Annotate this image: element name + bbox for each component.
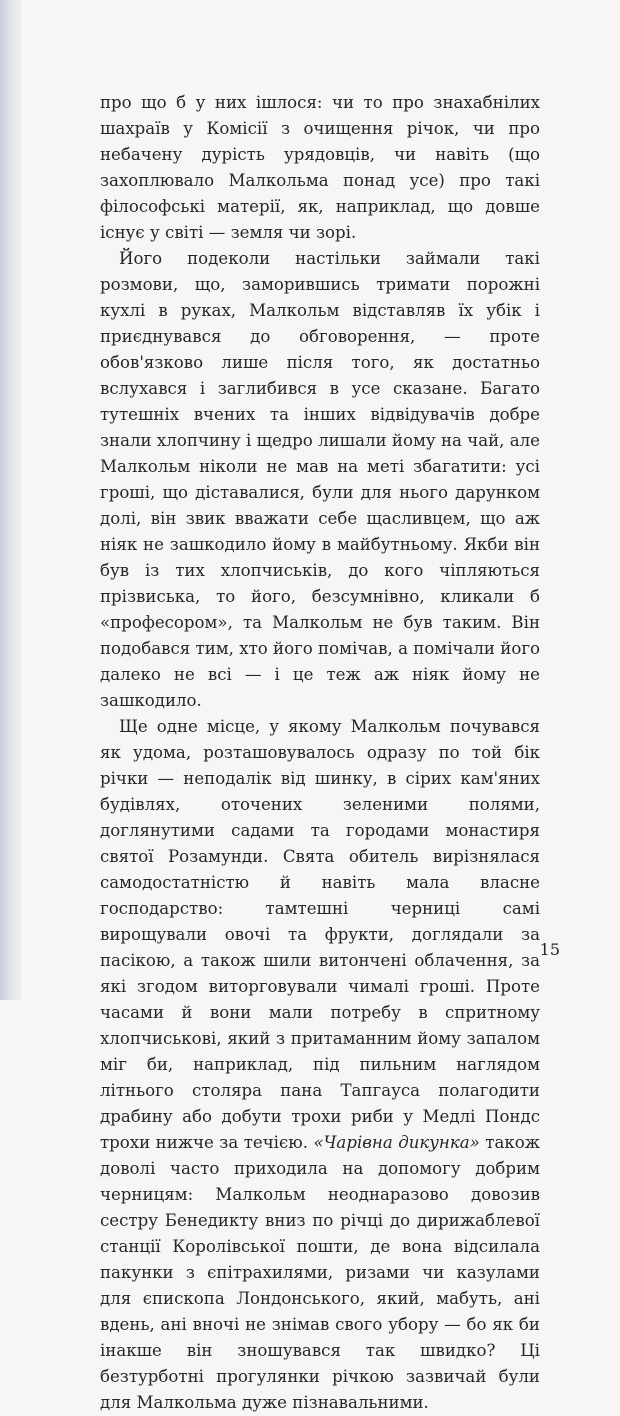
- paragraph-1: про що б у них ішлося: чи то про знахабнілих шахраїв у Комісії з очищення річок, чи про небачену дурість урядовців, чи навіть (що захоплювало Малкольма понад усе) про такі філософські матерії, як, наприклад, що довше існує у світі — земля чи зорі.: [100, 93, 540, 242]
- book-title: «Чарівна дикунка»: [313, 1133, 480, 1152]
- paragraph-3-part-1: Ще одне місце, у якому Малкольм почувався як удома, розташовувалось одразу по той бік річки — неподалік від шинку, в сірих кам'яних будівлях, оточених зеленими полями, доглянутими садами та городами монастиря святої Розамунди. Свята обитель вирізнялася самодостатністю й навіть мала власне господарство: тамтешні черниці самі вирощували овочі та фрукти, доглядали за пасікою, а також шили витончені облачення, за які згодом виторговували чималі гроші. Проте часами й вони мали потребу в спритному хлопчиськові, який з притаманним йому запалом міг би, наприклад, під пильним наглядом літнього столяра пана Тапгауса полагодити драбину або добути трохи риби у Медлі Пондс трохи нижче за течією.: [100, 717, 540, 1152]
- page-body: [100, 90, 540, 1416]
- spine-shadow: [0, 0, 22, 1000]
- paragraph-3-part-2: також доволі часто приходила на допомогу добрим черницям: Малкольм неоднаразово довозив сестру Бенедикту вниз по річці до дирижаблевої станції Королівської пошти, де вона відсилала пакунки з єпітрахилями, ризами чи казулами для єпископа Лондонського, який, мабуть, ані вдень, ані вночі не знімав свого убору — бо як би інакше він зношувався так швидко? Ці безтурботні прогулянки річкою зазвичай були для Малкольма дуже пізнавальними.: [100, 1133, 540, 1412]
- paragraph-2: Його подеколи настільки займали такі розмови, що, заморившись тримати порожні кухлі в руках, Малкольм відставляв їх убік і приєднувався до обговорення, — проте обов'язково лише після того, як достатньо вслухався і заглибився в усе сказане. Багато тутешніх вчених та інших відвідувачів добре знали хлопчину і щедро лишали йому на чай, але Малкольм ніколи не мав на меті збагатити: усі гроші, що діставалися, були для нього дарунком долі, він звик вважати себе щасливцем, що аж ніяк не зашкодило йому в майбутньому. Якби він був із тих хлопчиськів, до кого чіпляються прізвиська, то його, безсумнівно, кликали б «професором», та Малкольм не був таким. Він подобався тим, хто його помічав, а помічали його далеко не всі — і це теж аж ніяк йому не зашкодило.: [100, 249, 540, 710]
- page-number: 15: [539, 940, 560, 959]
- paragraph-3: [100, 714, 540, 1416]
